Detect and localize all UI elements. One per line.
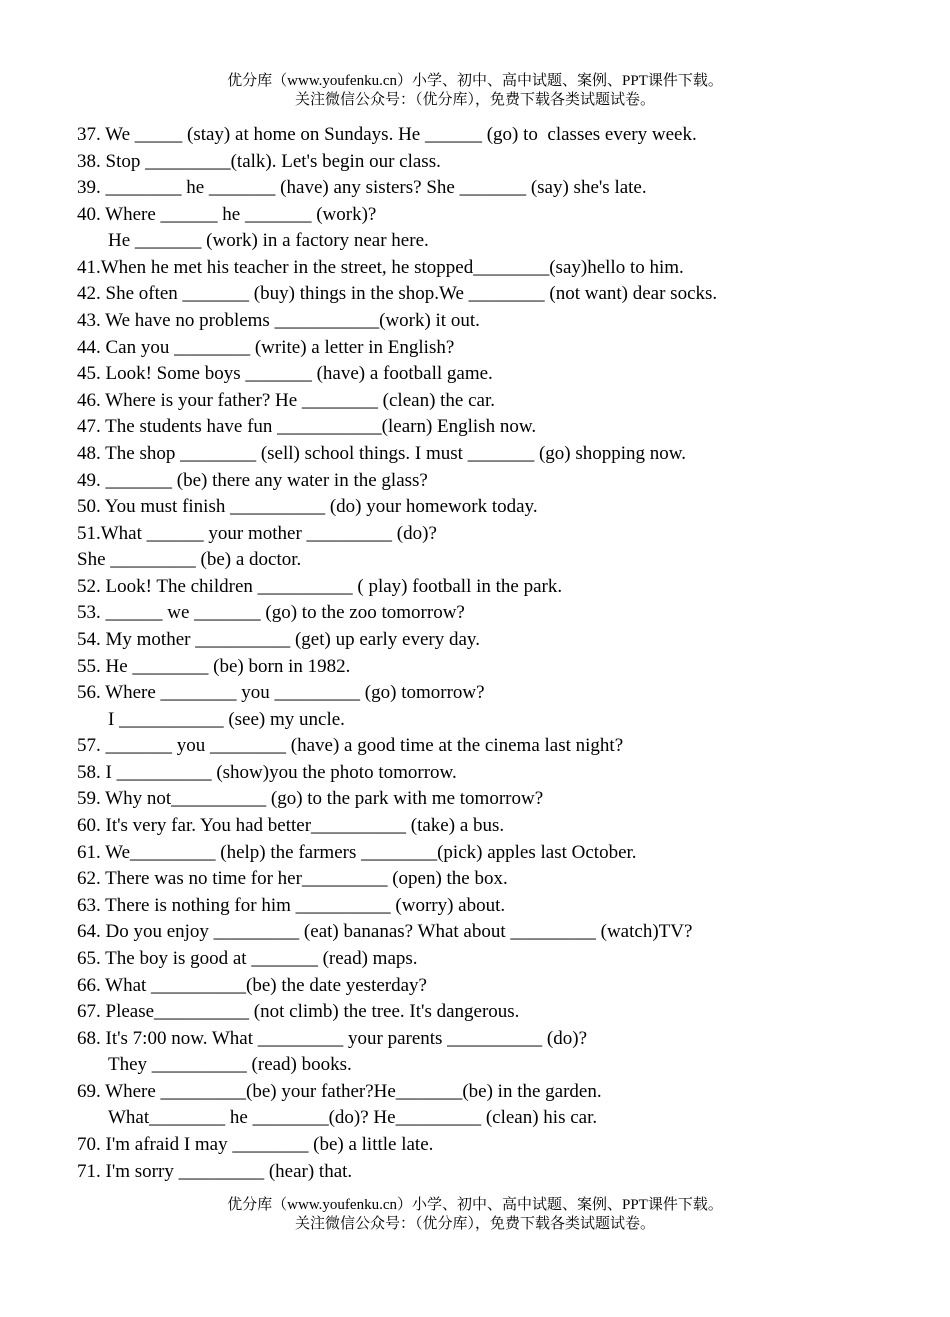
exercise-57: 57. _______ you ________ (have) a good time at the cinema last night?: [77, 735, 624, 757]
exercise-60: 60. It's very far. You had better__________ (take) a bus.: [77, 815, 505, 837]
exercise-38: 38. Stop _________(talk). Let's begin our class.: [77, 150, 441, 172]
exercise-56-answer: I ___________ (see) my uncle.: [108, 708, 345, 730]
exercise-71: 71. I'm sorry _________ (hear) that.: [77, 1160, 353, 1182]
exercise-54: 54. My mother __________ (get) up early every day.: [77, 628, 480, 650]
exercise-41: 41.When he met his teacher in the street, he stopped________(say)hello to him.: [77, 256, 684, 278]
exercise-56: 56. Where ________ you _________ (go) tomorrow?: [77, 682, 485, 704]
exercise-50: 50. You must finish __________ (do) your homework today.: [77, 496, 538, 518]
footer-line-2: 关注微信公众号：（优分库），免费下载各类试题试卷。: [294, 1216, 655, 1232]
exercise-list: [0, 122, 950, 1185]
exercise-66: 66. What __________(be) the date yesterday?: [77, 974, 427, 996]
exercise-52: 52. Look! The children __________ ( play) football in the park.: [77, 575, 563, 597]
exercise-48: 48. The shop ________ (sell) school things. I must _______ (go) shopping now.: [77, 442, 687, 464]
exercise-61: 61. We_________ (help) the farmers ________(pick) apples last October.: [77, 841, 637, 863]
exercise-70: 70. I'm afraid I may ________ (be) a little late.: [77, 1133, 434, 1155]
exercise-65: 65. The boy is good at _______ (read) maps.: [77, 947, 418, 969]
exercise-49: 49. _______ (be) there any water in the glass?: [77, 469, 428, 491]
exercise-44: 44. Can you ________ (write) a letter in English?: [77, 336, 455, 358]
exercise-37: 37. We _____ (stay) at home on Sundays. He ______ (go) to classes every week.: [77, 124, 697, 145]
exercise-58: 58. I __________ (show)you the photo tomorrow.: [77, 761, 457, 783]
exercise-69: 69. Where _________(be) your father?He_______(be) in the garden.: [77, 1080, 602, 1102]
exercise-40: 40. Where ______ he _______ (work)?: [77, 203, 377, 225]
exercise-42: 42. She often _______ (buy) things in the shop.We ________ (not want) dear socks.: [77, 283, 718, 305]
exercise-59: 59. Why not__________ (go) to the park with me tomorrow?: [77, 788, 544, 810]
exercise-64: 64. Do you enjoy _________ (eat) bananas? What about _________ (watch)TV?: [77, 921, 693, 943]
exercise-45: 45. Look! Some boys _______ (have) a football game.: [77, 363, 493, 385]
exercise-51-answer: She _________ (be) a doctor.: [77, 549, 302, 571]
header-line-1: 优分库（www.youfenku.cn）小学、初中、高中试题、案例、PPT课件下载。: [227, 73, 723, 89]
exercise-46: 46. Where is your father? He ________ (clean) the car.: [77, 389, 496, 411]
exercise-68: 68. It's 7:00 now. What _________ your parents __________ (do)?: [77, 1027, 588, 1049]
exercise-47: 47. The students have fun ___________(learn) English now.: [77, 416, 537, 438]
exercise-39: 39. ________ he _______ (have) any sisters? She _______ (say) she's late.: [77, 177, 647, 199]
header-line-2: 关注微信公众号：（优分库），免费下载各类试题试卷。: [294, 92, 655, 108]
exercise-68-answer: They __________ (read) books.: [108, 1054, 352, 1076]
exercise-43: 43. We have no problems ___________(work) it out.: [77, 310, 480, 332]
exercise-53: 53. ______ we _______ (go) to the zoo tomorrow?: [77, 602, 465, 624]
page-header: [0, 72, 950, 110]
footer-line-1: 优分库（www.youfenku.cn）小学、初中、高中试题、案例、PPT课件下载。: [227, 1197, 723, 1213]
page-footer: [0, 1196, 950, 1234]
exercise-40-answer: He _______ (work) in a factory near here.: [108, 230, 429, 252]
exercise-63: 63. There is nothing for him __________ (worry) about.: [77, 894, 506, 916]
exercise-55: 55. He ________ (be) born in 1982.: [77, 655, 351, 677]
exercise-62: 62. There was no time for her_________ (open) the box.: [77, 868, 508, 890]
exercise-67: 67. Please__________ (not climb) the tree. It's dangerous.: [77, 1001, 520, 1023]
exercise-51: 51.What ______ your mother _________ (do)?: [77, 522, 437, 544]
exercise-69-continued: What________ he ________(do)? He_________ (clean) his car.: [108, 1107, 598, 1129]
